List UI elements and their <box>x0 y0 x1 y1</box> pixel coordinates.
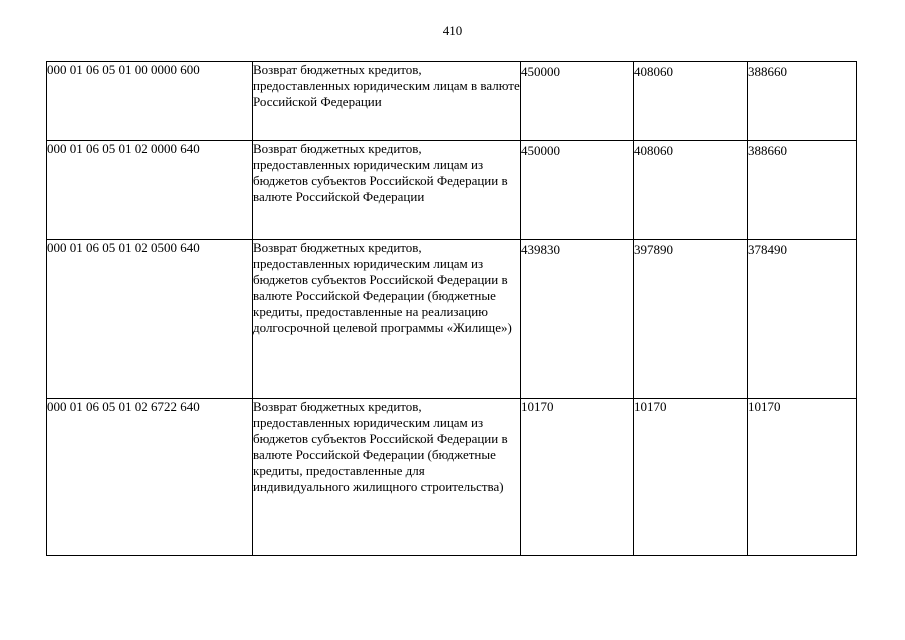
value-cell: 450000 <box>521 62 634 141</box>
value-cell: 10170 <box>748 399 857 556</box>
item-description: Возврат бюджетных кредитов, предоставленных юридическим лицам из бюджетов субъектов Российской Федерации в валюте Российской Федерации (бюджетные кредиты, предоставленные на реализацию долгосрочной целевой программы «Жилище») <box>253 240 521 399</box>
value-cell: 408060 <box>634 62 748 141</box>
page-number: 410 <box>442 23 463 38</box>
value-cell: 10170 <box>521 399 634 556</box>
item-description: Возврат бюджетных кредитов, предоставленных юридическим лицам из бюджетов субъектов Российской Федерации в валюте Российской Федерации (бюджетные кредиты, предоставленные для индивидуального жилищного строительства) <box>253 399 521 556</box>
budget-code: 000 01 06 05 01 00 0000 600 <box>47 62 253 141</box>
value-cell: 439830 <box>521 240 634 399</box>
table-row <box>47 62 857 141</box>
budget-table <box>46 61 857 556</box>
value-cell: 450000 <box>521 141 634 240</box>
value-cell: 10170 <box>634 399 748 556</box>
item-description: Возврат бюджетных кредитов, предоставленных юридическим лицам в валюте Российской Федерации <box>253 62 521 141</box>
table-row <box>47 141 857 240</box>
table-row <box>47 399 857 556</box>
value-cell: 408060 <box>634 141 748 240</box>
value-cell: 378490 <box>748 240 857 399</box>
budget-code: 000 01 06 05 01 02 0000 640 <box>47 141 253 240</box>
value-cell: 397890 <box>634 240 748 399</box>
budget-code: 000 01 06 05 01 02 0500 640 <box>47 240 253 399</box>
budget-code: 000 01 06 05 01 02 6722 640 <box>47 399 253 556</box>
value-cell: 388660 <box>748 62 857 141</box>
table-row <box>47 240 857 399</box>
item-description: Возврат бюджетных кредитов, предоставленных юридическим лицам из бюджетов субъектов Российской Федерации в валюте Российской Федерации <box>253 141 521 240</box>
value-cell: 388660 <box>748 141 857 240</box>
